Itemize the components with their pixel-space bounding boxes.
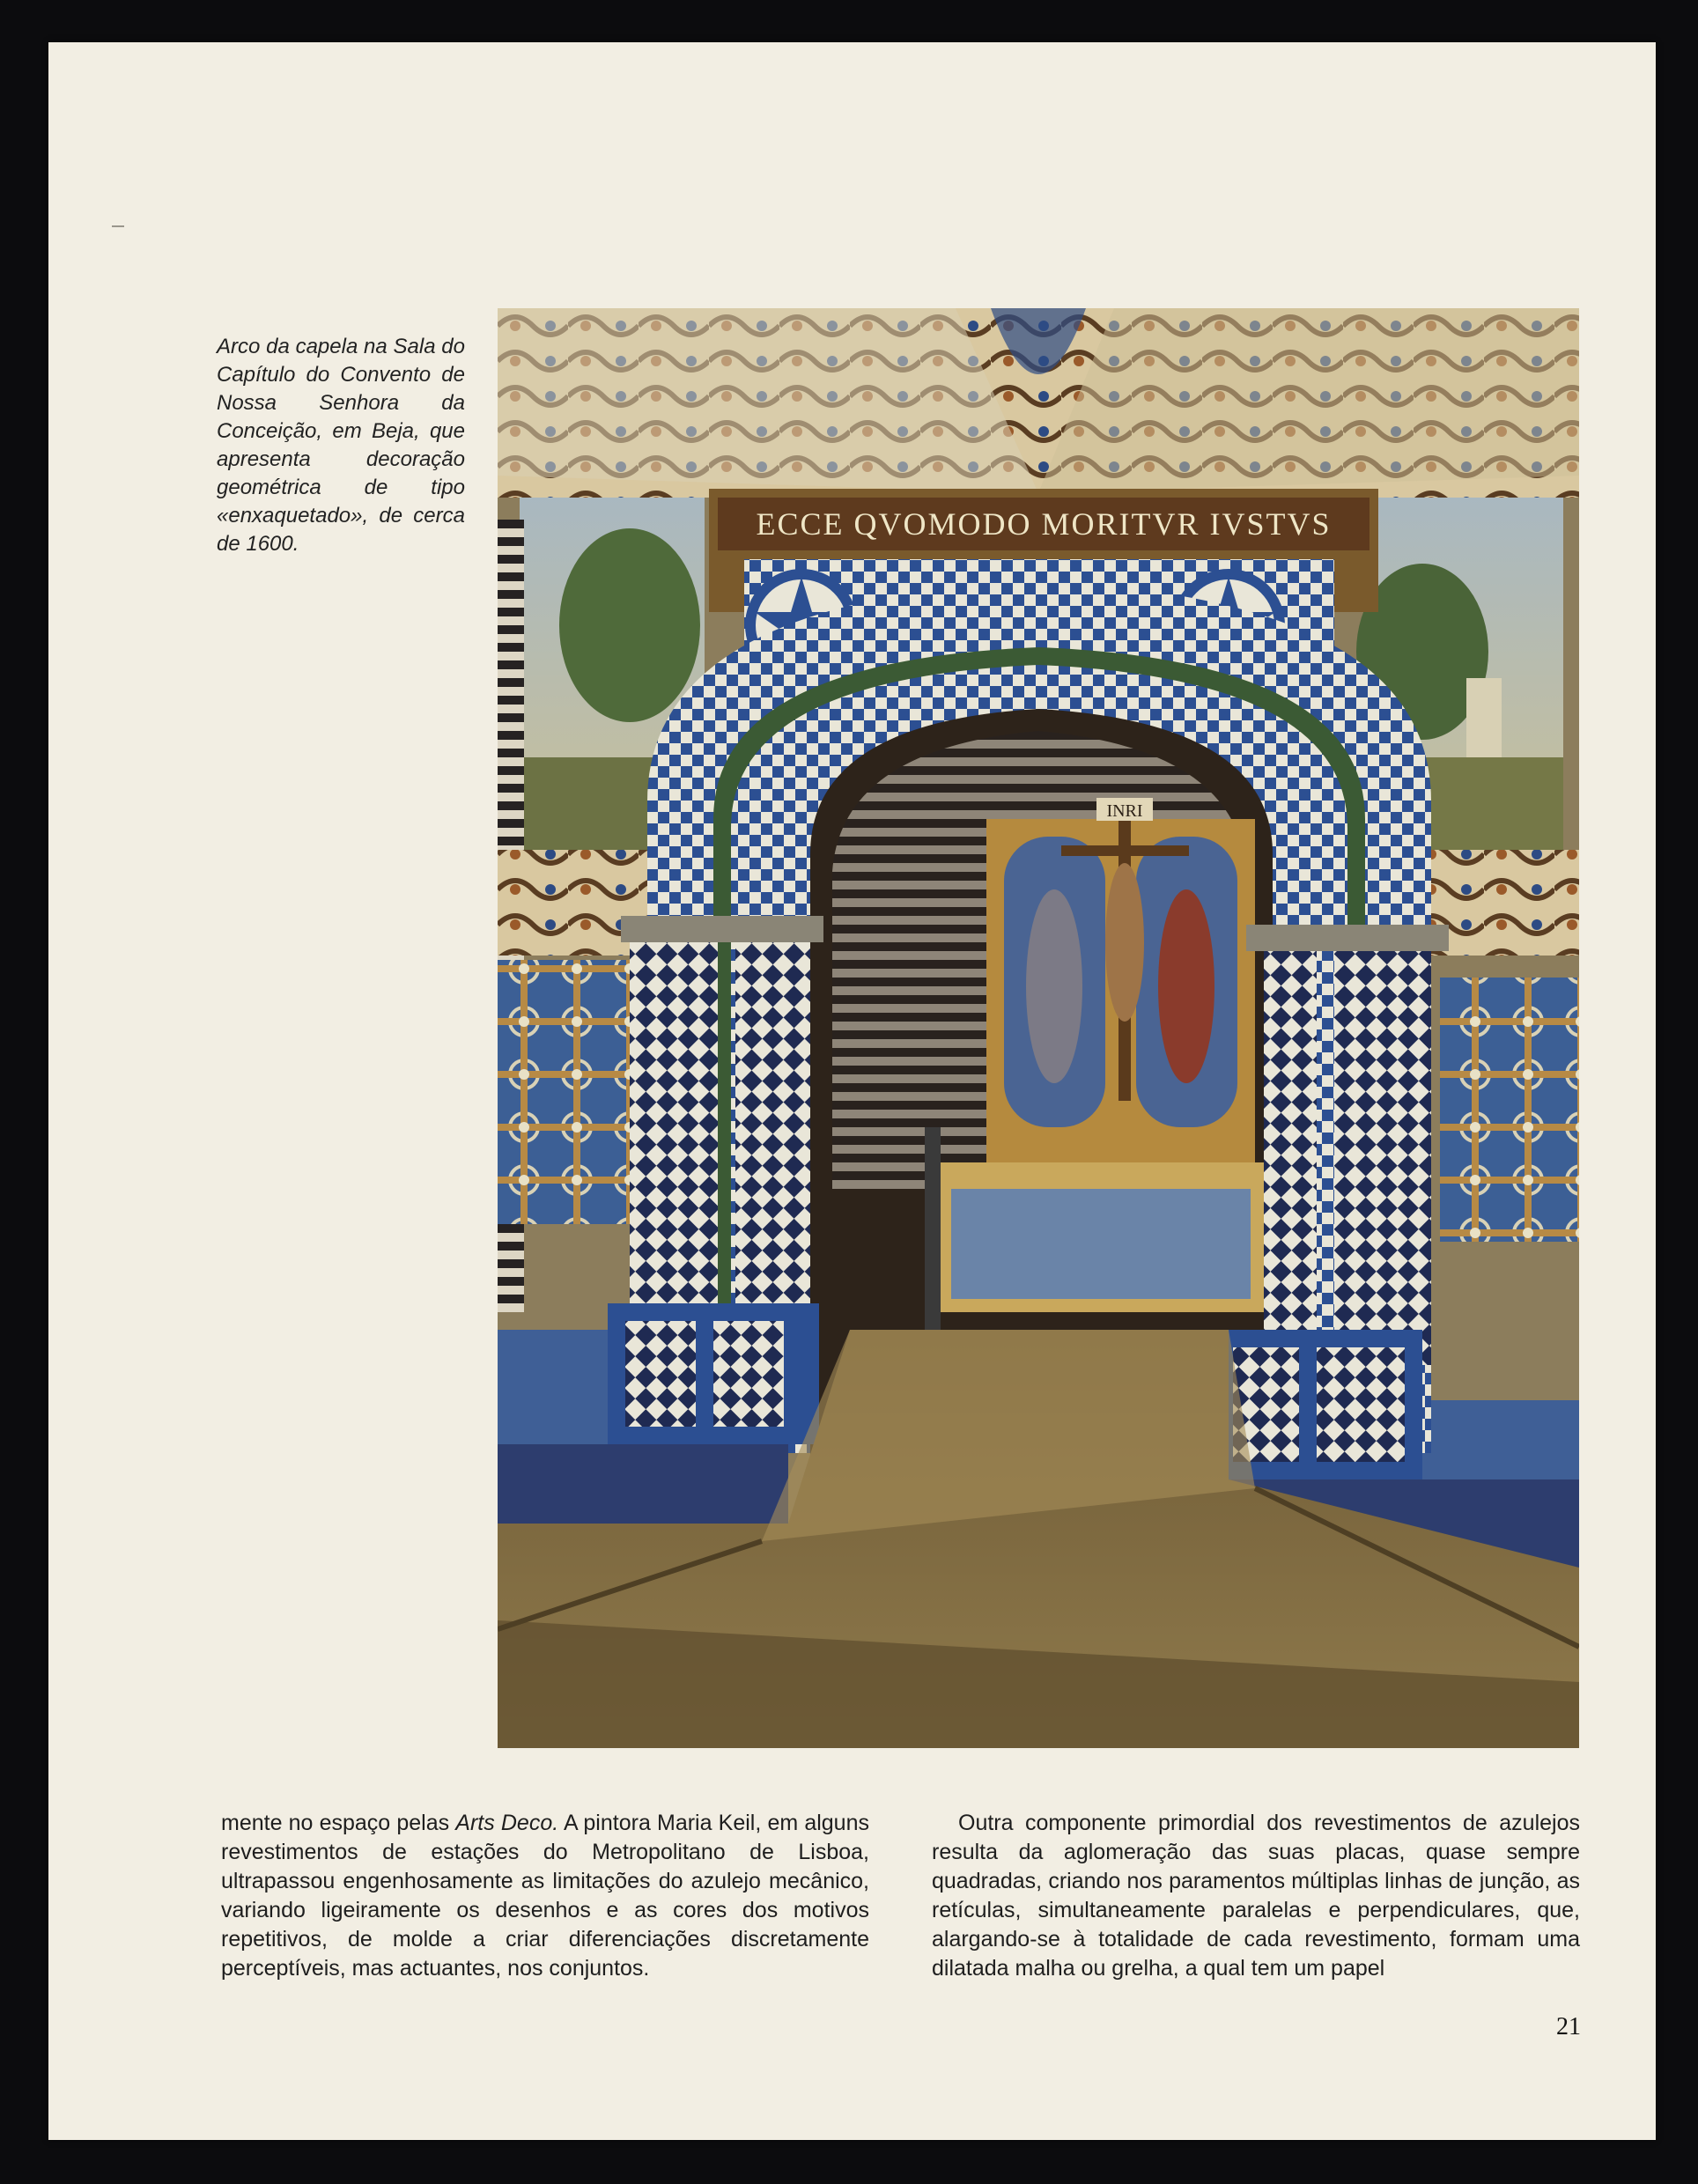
body-text-left: [221, 1809, 869, 1983]
page: [48, 42, 1656, 2140]
photo-caption: Arco da capela na Sala do Capítulo do Convento de Nossa Senhora da Conceição, em Beja, que apresenta decoração geométrica de tipo «enxaquetado», de cerca de 1600.: [217, 335, 465, 556]
arts-deco-italic: Arts Deco.: [455, 1811, 559, 1835]
titulus: INRI: [1106, 801, 1143, 821]
body-text-right: Outra componente primordial dos revestimentos de azulejos resulta da aglomeração das suas placas, quase sempre quadradas, criando nos paramentos múltiplas linhas de junção, as retículas, simultaneamente paralelas e perpendiculares, que, alargando-se à totalidade de cada revestimento, formam uma dilatada malha ou grelha, a qual tem um papel: [932, 1811, 1580, 1981]
body-text-left-rest: A pintora Maria Keil, em alguns revestimentos de estações do Metropolitano de Lisboa, ultrapassou engenhosamente as limitações do azulejo mecânico, variando ligeiramente os desenhos e as cores dos motivos repetitivos, de molde a criar diferenciações discretamente perceptíveis, mas actuantes, nos conjuntos.: [221, 1811, 869, 1981]
page-number: 21: [1556, 2013, 1581, 2040]
chapel-arch-photo: [498, 308, 1579, 1748]
arch-inscription: ECCE QVOMODO MORITVR IVSTVS: [756, 506, 1332, 542]
registration-mark: [112, 225, 124, 227]
body-text-left-start: mente no espaço pelas: [221, 1811, 456, 1835]
